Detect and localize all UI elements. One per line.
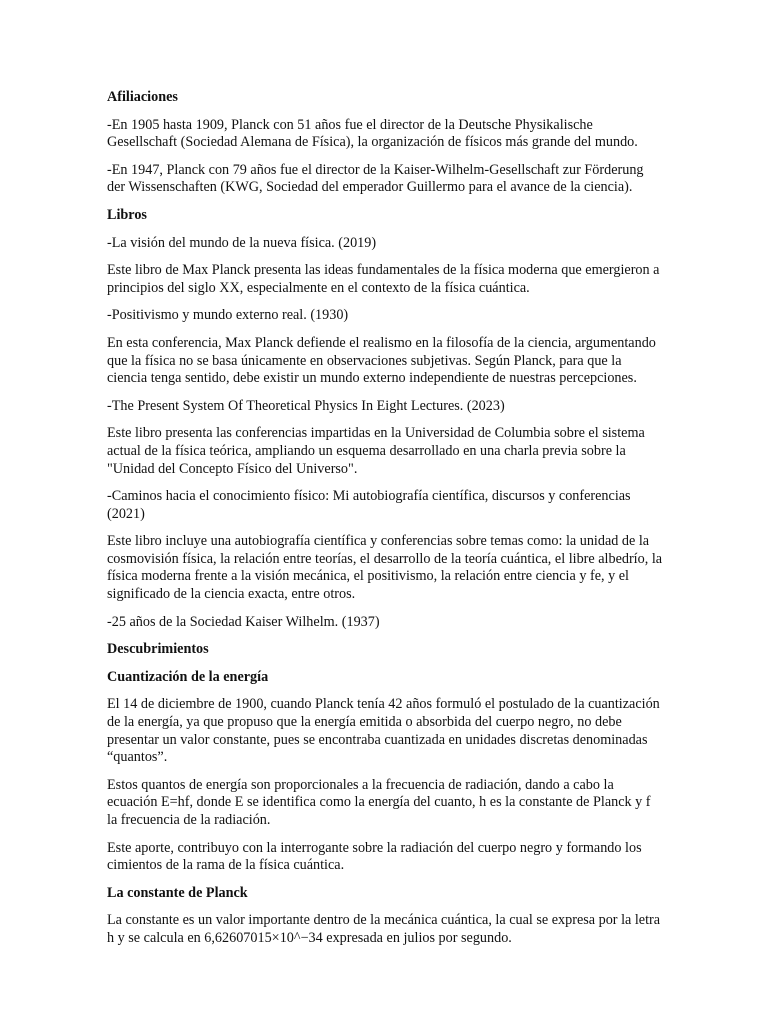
heading-afiliaciones: Afiliaciones: [107, 89, 178, 105]
body-paragraph: Estos quantos de energía son proporcionales a la frecuencia de radiación, dando a cabo la ecuación E=hf, donde E se identifica como la energía del cuanto, h es la constante de Planck y f la frecuencia de la radiación.: [107, 776, 651, 828]
book-title: -The Present System Of Theoretical Physics In Eight Lectures. (2023): [107, 397, 505, 414]
document-page: [107, 89, 663, 958]
heading-libros: Libros: [107, 206, 147, 223]
body-paragraph: Este aporte, contribuyo con la interrogante sobre la radiación del cuerpo negro y formando los cimientos de la rama de la física cuántica.: [107, 839, 642, 874]
book-description: En esta conferencia, Max Planck defiende el realismo en la filosofía de la ciencia, argumentando que la física no se basa únicamente en observaciones subjetivas. Según Planck, para que la ciencia tenga sentido, debe existir un mundo externo independiente de nuestras percepciones.: [107, 334, 656, 387]
heading-cuantizacion: Cuantización de la energía: [107, 668, 269, 685]
book-title: -25 años de la Sociedad Kaiser Wilhelm. (1937): [107, 613, 380, 630]
book-description: Este libro de Max Planck presenta las ideas fundamentales de la física moderna que emergieron a principios del siglo XX, especialmente en el contexto de la física cuántica.: [107, 262, 660, 296]
body-paragraph: El 14 de diciembre de 1900, cuando Planck tenía 42 años formuló el postulado de la cuantización de la energía, ya que propuso que la energía emitida o absorbida del cuerpo negro, no debe presentar un valor constante, pues se encontraba cuantizada en unidades discretas denominadas “quantos”.: [107, 696, 660, 766]
body-paragraph: La constante es un valor importante dentro de la mecánica cuántica, la cual se expresa por la letra h y se calcula en 6,62607015×10^−34 expresada en julios por segundo.: [107, 912, 661, 946]
affiliation-item: -En 1905 hasta 1909, Planck con 51 años fue el director de la Deutsche Physikalische Gesellschaft (Sociedad Alemana de Física), la organización de físicos más grande del mundo.: [107, 116, 638, 151]
heading-descubrimientos: Descubrimientos: [107, 641, 209, 658]
affiliation-item: -En 1947, Planck con 79 años fue el director de la Kaiser-Wilhelm-Gesellschaft zur Förderung der Wissenschaften (KWG, Sociedad del emperador Guillermo para el avance de la ciencia).: [107, 161, 644, 196]
heading-constante-planck: La constante de Planck: [107, 884, 248, 901]
book-title: -Positivismo y mundo externo real. (1930): [107, 307, 349, 324]
book-description: Este libro presenta las conferencias impartidas en la Universidad de Columbia sobre el sistema actual de la física teórica, ampliando un esquema desarrollado en una charla previa sobre la "Unidad del Concepto Físico del Universo".: [107, 425, 645, 477]
book-description: Este libro incluye una autobiografía científica y conferencias sobre temas como: la unidad de la cosmovisión física, la relación entre teorías, el desarrollo de la teoría cuántica, el libre albedrío, la física moderna frente a la visión mecánica, el positivismo, la relación entre ciencia y fe, y el significado de la ciencia exacta, entre otros.: [107, 533, 663, 603]
book-title: -La visión del mundo de la nueva física. (2019): [107, 234, 377, 251]
book-title: -Caminos hacia el conocimiento físico: Mi autobiografía científica, discursos y conferencias (2021): [107, 488, 631, 522]
